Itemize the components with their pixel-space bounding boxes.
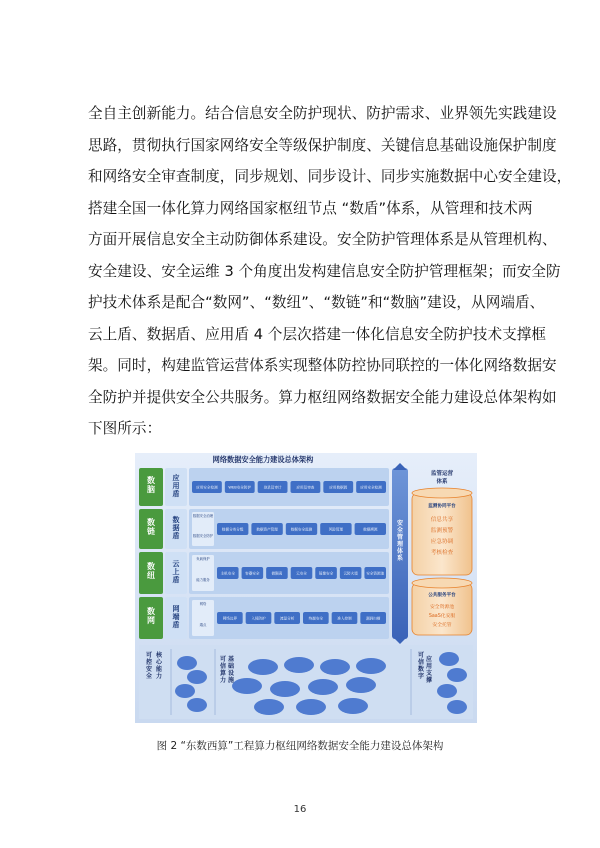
svg-text:数: 数 bbox=[417, 666, 425, 673]
svg-text:数: 数 bbox=[172, 516, 180, 524]
svg-text:安: 安 bbox=[396, 520, 404, 527]
infrastructure-bubble bbox=[338, 698, 368, 714]
svg-text:可: 可 bbox=[219, 656, 227, 663]
svg-text:用: 用 bbox=[172, 482, 180, 490]
layer-item-label: 准入控制 bbox=[337, 616, 352, 621]
infrastructure-bubble bbox=[284, 657, 314, 673]
layer-item-label: 登录及审计 bbox=[263, 485, 282, 490]
infrastructure-bubble bbox=[270, 681, 300, 697]
supervision-system bbox=[412, 488, 472, 635]
infrastructure-bubble bbox=[356, 658, 386, 674]
bottom-middle-label bbox=[228, 655, 234, 684]
svg-text:数: 数 bbox=[147, 607, 155, 616]
infrastructure-bubble bbox=[232, 678, 262, 694]
svg-text:信: 信 bbox=[219, 663, 227, 670]
infrastructure-bubble bbox=[308, 679, 338, 695]
layer-item-label: 网络边界 bbox=[222, 616, 238, 621]
svg-text:基: 基 bbox=[227, 656, 235, 663]
application-bubble bbox=[437, 684, 457, 698]
layer-item-label: 应用及审查 bbox=[296, 485, 315, 490]
infrastructure-bubble bbox=[346, 677, 376, 693]
svg-text:础: 础 bbox=[227, 663, 235, 670]
sub-category-label: 能力服务 bbox=[196, 578, 210, 582]
paragraph-line: 全防护并提供安全公共服务。算力枢纽网络数据安全能力建设总体架构如 bbox=[88, 388, 557, 406]
layer-item-label: 云安全 bbox=[296, 571, 307, 576]
bottom-left-label bbox=[155, 651, 163, 680]
svg-text:可: 可 bbox=[417, 652, 425, 659]
paragraph-line: 下图所示： bbox=[88, 420, 162, 437]
platform-title: 监测协同平台 bbox=[428, 504, 456, 509]
bottom-right-label bbox=[418, 651, 424, 680]
svg-text:应: 应 bbox=[425, 656, 433, 663]
platform-title: 公共服务平台 bbox=[428, 593, 456, 598]
layer-name-vertical bbox=[147, 517, 155, 536]
layer-item-label: 镜像安全 bbox=[318, 571, 334, 576]
sub-category-label: 数据安全治理 bbox=[192, 514, 214, 518]
application-bubble bbox=[447, 700, 467, 714]
platform-item: 考核检查 bbox=[430, 550, 454, 556]
svg-text:盾: 盾 bbox=[172, 576, 180, 584]
svg-text:盾: 盾 bbox=[172, 490, 180, 498]
svg-text:能: 能 bbox=[155, 666, 163, 673]
svg-text:核: 核 bbox=[155, 652, 163, 659]
paragraph-line: 方面开展信息安全主动防御体系建设。安全防护管理体系是从管理机构、 bbox=[88, 231, 557, 248]
paragraph-line: 架。同时，构建监管运营体系实现整体防控协同联控的一体化网络数据安 bbox=[88, 357, 557, 374]
page-number: 16 bbox=[293, 804, 307, 815]
layer-item-label: 云防火墙 bbox=[343, 571, 358, 576]
platform-item: 信息共享 bbox=[430, 517, 454, 523]
capability-bubble bbox=[177, 656, 197, 670]
infrastructure-bubble bbox=[296, 699, 326, 715]
platform-item: SaaS化安服 bbox=[428, 614, 456, 619]
layer-item-label: 数据安全监测 bbox=[290, 527, 313, 532]
layer-item-label: 微隔离 bbox=[271, 571, 283, 576]
shield-name-vertical bbox=[173, 559, 180, 584]
svg-text:管: 管 bbox=[396, 534, 404, 541]
svg-text:力: 力 bbox=[155, 673, 163, 680]
svg-text:全: 全 bbox=[396, 527, 404, 534]
sub-category-label: 端点 bbox=[199, 623, 207, 627]
layer-item-label: 应用安全检测 bbox=[360, 485, 382, 490]
svg-text:云: 云 bbox=[172, 560, 180, 568]
body-paragraph bbox=[88, 98, 572, 445]
svg-text:信: 信 bbox=[417, 659, 425, 666]
bottom-left-label bbox=[145, 651, 152, 680]
svg-text:控: 控 bbox=[145, 659, 153, 666]
svg-text:网: 网 bbox=[172, 605, 180, 613]
svg-text:用: 用 bbox=[425, 663, 433, 670]
svg-text:施: 施 bbox=[227, 677, 235, 684]
svg-text:字: 字 bbox=[417, 673, 425, 680]
svg-text:支: 支 bbox=[425, 670, 433, 677]
layer-item-label: 漏洞扫描 bbox=[365, 616, 381, 621]
layer-item-label: 应用安全检测 bbox=[196, 485, 218, 490]
svg-text:理: 理 bbox=[396, 541, 404, 548]
svg-text:脑: 脑 bbox=[147, 485, 155, 494]
paragraph-line: 安全建设、安全运维 3 个角度出发构建信息安全防护管理框架；而安全防 bbox=[88, 262, 561, 280]
paragraph-line: 全自主创新能力。结合信息安全防护现状、防护需求、业界领先实践建设 bbox=[88, 105, 557, 122]
paragraph-line: 云上盾、数据盾、应用盾 4 个层次搭建一体化信息安全防护技术支撑框 bbox=[88, 325, 547, 343]
application-bubble bbox=[439, 652, 459, 666]
bottom-right-label bbox=[426, 655, 433, 684]
layer-name-vertical bbox=[147, 475, 155, 494]
layer-item-label: 风险管理 bbox=[328, 527, 344, 532]
supervision-title-line: 监管运营 bbox=[430, 471, 454, 477]
layer-item-label: 应用数据源 bbox=[329, 485, 348, 490]
paragraph-line: 思路，贯彻执行国家网络安全等级保护制度、关键信息基础设施保护制度 bbox=[88, 136, 557, 154]
svg-text:链: 链 bbox=[147, 527, 155, 536]
layer-item-label: 入侵防护 bbox=[251, 616, 266, 621]
shield-name-vertical bbox=[173, 473, 180, 498]
layer-name-vertical bbox=[147, 561, 155, 580]
svg-text:设: 设 bbox=[227, 670, 235, 677]
sub-category-label: 网络 bbox=[199, 602, 207, 606]
capability-bubble bbox=[187, 698, 207, 712]
platform-item: 应急协调 bbox=[430, 539, 454, 545]
svg-text:撑: 撑 bbox=[425, 677, 433, 684]
paragraph-line: 护技术体系是配合“数网”、“数纽”、“数链”和“数脑”建设，从网端盾、 bbox=[88, 294, 545, 311]
layer-item-label: 数据分类分级 bbox=[221, 527, 244, 532]
sub-category-label: 数据安全防护 bbox=[192, 534, 214, 538]
svg-text:端: 端 bbox=[172, 613, 180, 621]
layer-item-label: WEB安全防护 bbox=[228, 485, 252, 490]
infrastructure-bubble bbox=[254, 699, 284, 715]
platform-item: 安全资源池 bbox=[430, 605, 454, 610]
svg-text:应: 应 bbox=[172, 474, 180, 482]
svg-text:可: 可 bbox=[145, 652, 153, 659]
layer-item-label: 安全资源池 bbox=[366, 571, 385, 576]
supervision-title-line: 体系 bbox=[436, 479, 448, 485]
shield-name-vertical bbox=[172, 515, 180, 540]
svg-text:系: 系 bbox=[396, 555, 404, 562]
layer-item-label: 流量分析 bbox=[279, 616, 295, 621]
shield-name-vertical bbox=[173, 604, 180, 629]
paragraph-line: 搭建全国一体化算力网络国家枢纽节点 “数盾”体系，从管理和技术两 bbox=[88, 199, 533, 217]
svg-text:纽: 纽 bbox=[147, 571, 155, 580]
svg-text:上: 上 bbox=[172, 568, 180, 576]
capability-bubble bbox=[175, 684, 195, 698]
svg-text:力: 力 bbox=[219, 677, 227, 684]
svg-text:算: 算 bbox=[219, 670, 227, 677]
paragraph-line: 和网络安全审查制度，同步规划、同步设计、同步实施数据中心安全建设， bbox=[88, 168, 572, 185]
layer-item-label: 数据溯源 bbox=[363, 527, 378, 532]
svg-text:数: 数 bbox=[147, 518, 155, 527]
bottom-middle-label bbox=[220, 655, 226, 684]
svg-text:盾: 盾 bbox=[172, 621, 180, 629]
layer-item-label: 终端安全 bbox=[308, 616, 324, 621]
application-bubble bbox=[447, 668, 467, 682]
sub-category-label: 负载保护 bbox=[196, 557, 210, 561]
svg-text:体: 体 bbox=[396, 548, 404, 555]
figure-caption: 图 2 “东数西算”工程算力枢纽网络数据安全能力建设总体架构 bbox=[156, 740, 444, 752]
svg-text:网: 网 bbox=[147, 616, 155, 625]
svg-text:数: 数 bbox=[147, 562, 155, 571]
svg-text:数: 数 bbox=[147, 476, 155, 485]
platform-item: 监测预警 bbox=[430, 528, 454, 534]
layer-item-label: 主机安全 bbox=[220, 571, 235, 576]
svg-text:盾: 盾 bbox=[172, 532, 180, 540]
management-column-vertical bbox=[396, 519, 404, 562]
platform-item: 安全托管 bbox=[432, 623, 452, 628]
svg-text:全: 全 bbox=[145, 673, 153, 680]
figure-title: 网络数据安全能力建设总体架构 bbox=[212, 455, 314, 464]
layer-name-vertical bbox=[147, 606, 155, 625]
svg-text:安: 安 bbox=[145, 666, 153, 673]
svg-text:据: 据 bbox=[172, 524, 180, 532]
layer-item-label: 容器安全 bbox=[245, 571, 260, 576]
infrastructure-bubble bbox=[248, 659, 278, 675]
capability-bubble bbox=[187, 670, 207, 684]
architecture-figure bbox=[135, 453, 477, 723]
infrastructure-bubble bbox=[320, 659, 350, 675]
layer-item-label: 数据资产管理 bbox=[256, 527, 278, 532]
svg-text:心: 心 bbox=[155, 659, 163, 666]
